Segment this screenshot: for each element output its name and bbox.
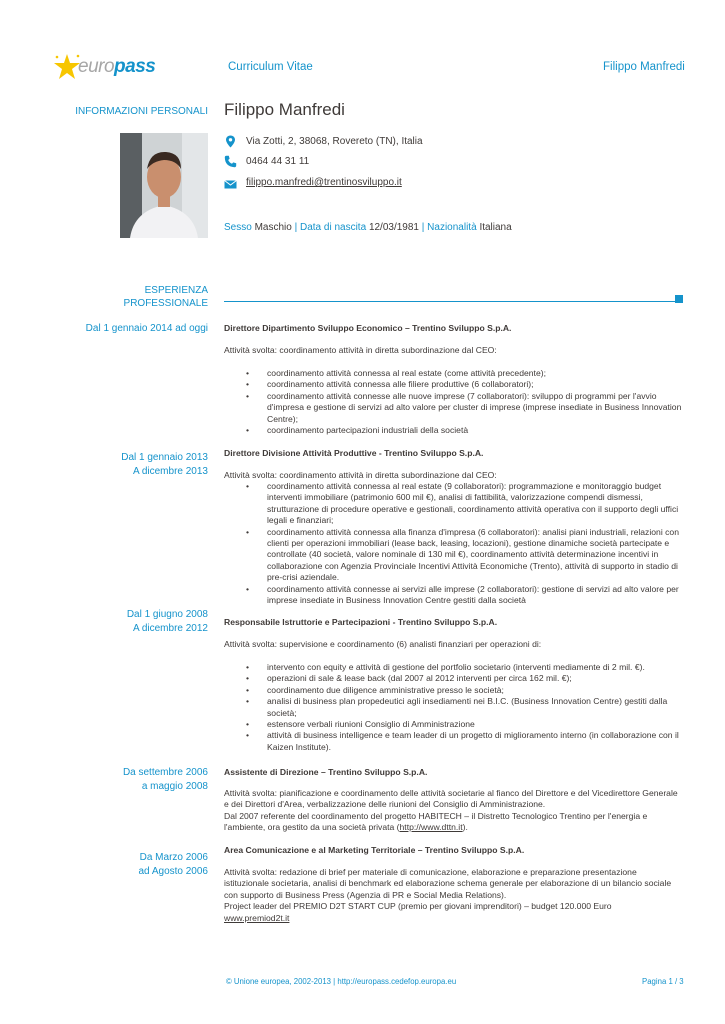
- list-item: • coordinamento attività connessa alla finanza d'impresa (6 collaboratori): analisi piani industriali, relazioni con clienti per operazioni immobiliari (lease back, leasing, locazioni), gestione dinamiche società partecipate e controllate (40 società, valore nominale di 130 mil €), coordinamento attività determinazione incentivi in collaborazione con Agenzia Provinciale Incentivi Attività Economiche (Trento), attività di supporto in stadio di pre-crisi aziendale.: [224, 527, 684, 584]
- job-activity: Attività svolta: coordinamento attività in diretta subordinazione dal CEO:: [224, 470, 497, 480]
- header-name: Filippo Manfredi: [603, 61, 685, 73]
- job-bullets: [224, 481, 684, 606]
- list-item: • coordinamento attività connesse ai servizi alle imprese (2 collaboratori): gestione di servizi ad alto valore per imprese insediate in Business Innovation Centre gestiti dalla società: [224, 584, 684, 607]
- list-item: • coordinamento partecipazioni industriali della società: [224, 425, 684, 436]
- list-item: • coordinamento attività connessa al real estate (come attività precedente);: [224, 368, 684, 379]
- list-item: • coordinamento attività connessa al real estate (9 collaboratori): programmazione e monitoraggio budget interventi immobiliare (patrimonio 600 mil €), analisi di fattibilità, valorizzazione compendi dismessi, strutturazione di procedure operative e gestionali, coordinamento attività operativa con il supporto degli uffici legali e finanziari;: [224, 481, 684, 527]
- job-date: Dal 1 giugno 2008 A dicembre 2012: [126, 609, 208, 634]
- job-date: Da Marzo 2006 ad Agosto 2006: [138, 852, 208, 877]
- job-description: Attività svolta: pianificazione e coordinamento delle attività societarie al fianco del Direttore e del Vicedirettore Generale e dei Direttori d'Area, verbalizzazione delle riunioni del Consiglio di Amministrazione. Dal 2007 referente del coordinamento del progetto HABITECH – il Distretto Tecnologico Trentino per l'energia e l'ambiente, ora gestito da una società privata (http://www.dttn.it).: [224, 788, 678, 833]
- person-name: Filippo Manfredi: [224, 100, 345, 119]
- external-link[interactable]: http://www.dttn.it: [399, 822, 463, 833]
- list-item: • analisi di business plan propedeutici agli insediamenti nei B.I.C. (Business Innovation Centre) gestiti dalla società;: [224, 696, 684, 719]
- email-icon: [224, 178, 237, 191]
- job-activity: Attività svolta: supervisione e coordinamento (6) analisti finanziari per operazioni di:: [224, 639, 542, 649]
- job-bullets: [224, 662, 684, 753]
- section-rule: [224, 301, 676, 302]
- list-item: • coordinamento attività connesse alle nuove imprese (7 collaboratori): sviluppo di programmi per l'avvio d'impresa e gestione di servizi ad alto valore per cluster di imprese (imprese insediate in Business Innovation Centre);: [224, 391, 684, 425]
- cv-title: Curriculum Vitae: [228, 61, 313, 73]
- list-item: • intervento con equity e attività di gestione del portfolio societario (interventi mediamente di 2 mil. €).: [224, 662, 684, 673]
- job-date: Dal 1 gennaio 2014 ad oggi: [85, 323, 208, 334]
- list-item: • operazioni di sale & lease back (dal 2007 al 2012 interventi per circa 162 mil. €);: [224, 673, 684, 684]
- job-title: Direttore Dipartimento Sviluppo Economico – Trentino Sviluppo S.p.A.: [224, 323, 512, 333]
- job-title: Responsabile Istruttorie e Partecipazioni - Trentino Sviluppo S.p.A.: [224, 617, 498, 627]
- job-description: Attività svolta: redazione di brief per materiale di comunicazione, elaborazione e preparazione presentazione istituzionale societaria, analisi di benchmark ed elaborazione schema generale per elaborazione di un bilancio sociale con supporto di Business Press (Agenzia di PR e Social Media Relations). Project leader del PREMIO D2T START CUP (premio per giovani imprenditori) – budget 120.000 Euro www.premiod2t.it: [224, 867, 672, 923]
- external-link[interactable]: www.premiod2t.it: [224, 912, 290, 923]
- europass-wordmark: europass: [78, 56, 156, 77]
- job-title: Direttore Divisione Attività Produttive - Trentino Sviluppo S.p.A.: [224, 448, 484, 458]
- personal-info-label: INFORMAZIONI PERSONALI: [75, 106, 208, 117]
- list-item: • attività di business intelligence e team leader di un progetto di miglioramento interno (in collaborazione con il Kaizen Institute).: [224, 730, 684, 753]
- profile-photo: [120, 133, 208, 238]
- personal-details: Sesso Maschio | Data di nascita 12/03/1981 | Nazionalità Italiana: [224, 222, 512, 233]
- email-link[interactable]: filippo.manfredi@trentinosviluppo.it: [246, 177, 402, 188]
- job-title: Area Comunicazione e al Marketing Territoriale – Trentino Sviluppo S.p.A.: [224, 845, 525, 855]
- job-bullets: [224, 368, 684, 436]
- page-number: Pagina 1 / 3: [642, 977, 684, 986]
- address: Via Zotti, 2, 38068, Rovereto (TN), Italia: [246, 136, 423, 147]
- location-icon: [224, 135, 237, 148]
- profile-photo-illustration: [120, 133, 208, 238]
- job-date: Da settembre 2006 a maggio 2008: [122, 767, 208, 792]
- list-item: • coordinamento due diligence amministrative presso le società;: [224, 685, 684, 696]
- experience-label: ESPERIENZA PROFESSIONALE: [123, 285, 208, 309]
- job-date: Dal 1 gennaio 2013 A dicembre 2013: [121, 452, 208, 477]
- phone-icon: [224, 155, 237, 168]
- section-rule-marker: [675, 295, 683, 303]
- job-title: Assistente di Direzione – Trentino Sviluppo S.p.A.: [224, 767, 428, 777]
- list-item: • coordinamento attività connessa alle filiere produttive (6 collaboratori);: [224, 379, 684, 390]
- footer-copyright[interactable]: © Unione europea, 2002-2013 | http://europass.cedefop.europa.eu: [226, 977, 457, 986]
- phone: 0464 44 31 11: [246, 156, 310, 167]
- job-activity: Attività svolta: coordinamento attività in diretta subordinazione dal CEO:: [224, 345, 497, 355]
- list-item: • estensore verbali riunioni Consiglio di Amministrazione: [224, 719, 684, 730]
